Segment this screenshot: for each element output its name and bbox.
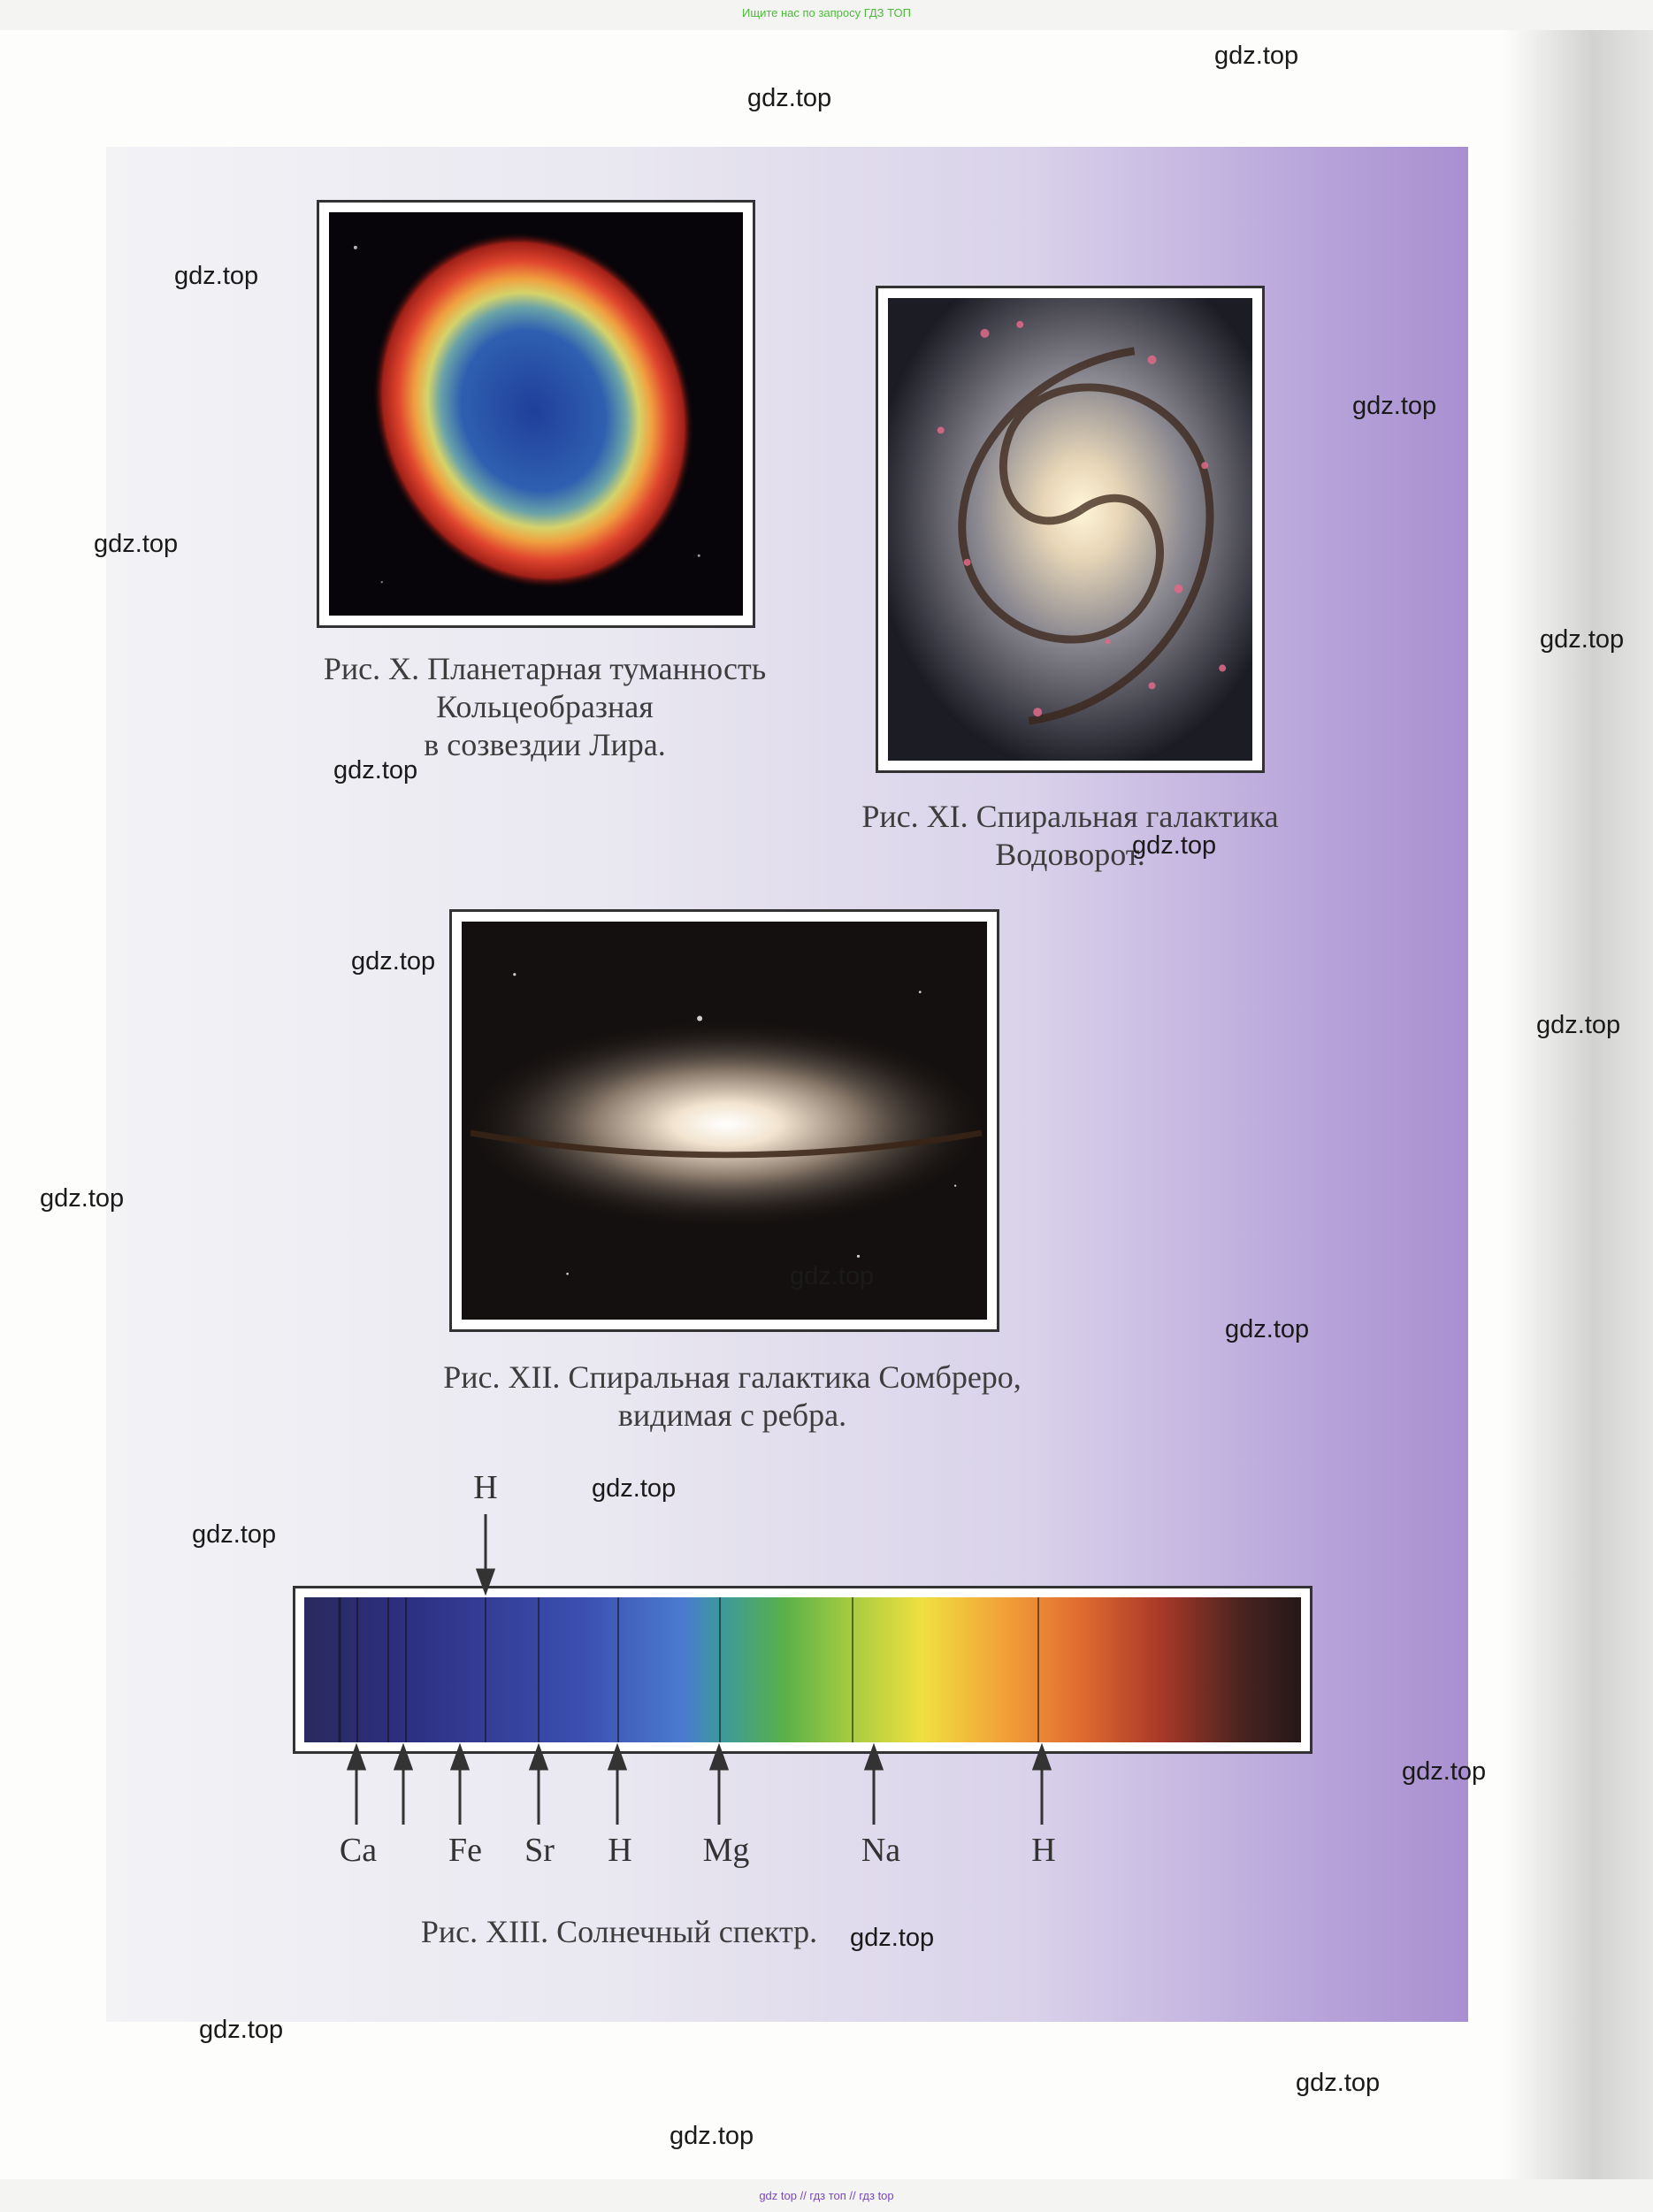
bottom-banner[interactable]: gdz top // гдз топ // гдз top — [759, 2189, 894, 2202]
watermark: gdz.top — [333, 756, 418, 785]
figure-x-caption-line: Рис. X. Планетарная туманность — [323, 651, 767, 686]
watermark: gdz.top — [1352, 392, 1437, 420]
watermark: gdz.top — [1536, 1011, 1621, 1039]
watermark: gdz.top — [747, 84, 832, 112]
watermark: gdz.top — [94, 530, 179, 558]
arrow-up-mg-head — [711, 1747, 727, 1769]
watermark: gdz.top — [1132, 831, 1217, 860]
watermark: gdz.top — [790, 1262, 875, 1290]
spectrum-top-line-label: H — [473, 1469, 498, 1506]
watermark: gdz.top — [1540, 625, 1625, 654]
figure-xii-caption-line: Рис. XII. Спиральная галактика Сомбреро, — [443, 1359, 1022, 1395]
arrow-up-fe-head — [452, 1747, 468, 1769]
arrow-up-ca2-head — [395, 1747, 411, 1769]
arrow-up-h-head — [609, 1747, 625, 1769]
figure-x-caption-line: Кольцеобразная — [436, 689, 654, 724]
figure-xi-caption-line: Рис. XI. Спиральная галактика — [861, 799, 1279, 834]
spectrum-line-label: H — [1031, 1832, 1056, 1869]
watermark: gdz.top — [199, 2016, 284, 2044]
spectrum-line-label: Mg — [702, 1832, 750, 1869]
spectrum-line-label: Ca — [339, 1832, 378, 1869]
watermark: gdz.top — [1296, 2069, 1381, 2097]
watermark: gdz.top — [174, 262, 259, 290]
top-banner[interactable]: Ищите нас по запросу ГДЗ ТОП — [742, 6, 911, 19]
arrow-up-sr-head — [531, 1747, 547, 1769]
figure-xii-caption-line: видимая с ребра. — [617, 1397, 847, 1433]
arrow-up-h2-head — [1034, 1747, 1050, 1769]
watermark: gdz.top — [1214, 42, 1299, 70]
arrow-up-ca-head — [348, 1747, 364, 1769]
spectrum-line-label: Fe — [448, 1832, 482, 1869]
figure-x-caption-line: в созвездии Лира. — [424, 727, 666, 762]
figure-xi-caption-line: Водоворот. — [995, 837, 1145, 872]
arrow-down-h-head — [478, 1570, 494, 1592]
watermark: gdz.top — [192, 1520, 277, 1549]
spectrum-line-label: Sr — [524, 1832, 555, 1869]
watermark: gdz.top — [351, 947, 436, 976]
arrow-up-na-head — [866, 1747, 882, 1769]
watermark: gdz.top — [1402, 1757, 1487, 1786]
watermark: gdz.top — [670, 2122, 754, 2150]
spectrum-line-label: H — [608, 1832, 632, 1869]
figure-xiii-caption-line: Рис. XIII. Солнечный спектр. — [420, 1914, 818, 1949]
watermark: gdz.top — [1225, 1315, 1310, 1343]
spectrum-line-label: Na — [861, 1832, 901, 1869]
watermark: gdz.top — [850, 1924, 935, 1952]
watermark: gdz.top — [592, 1474, 677, 1503]
watermark: gdz.top — [40, 1184, 125, 1213]
